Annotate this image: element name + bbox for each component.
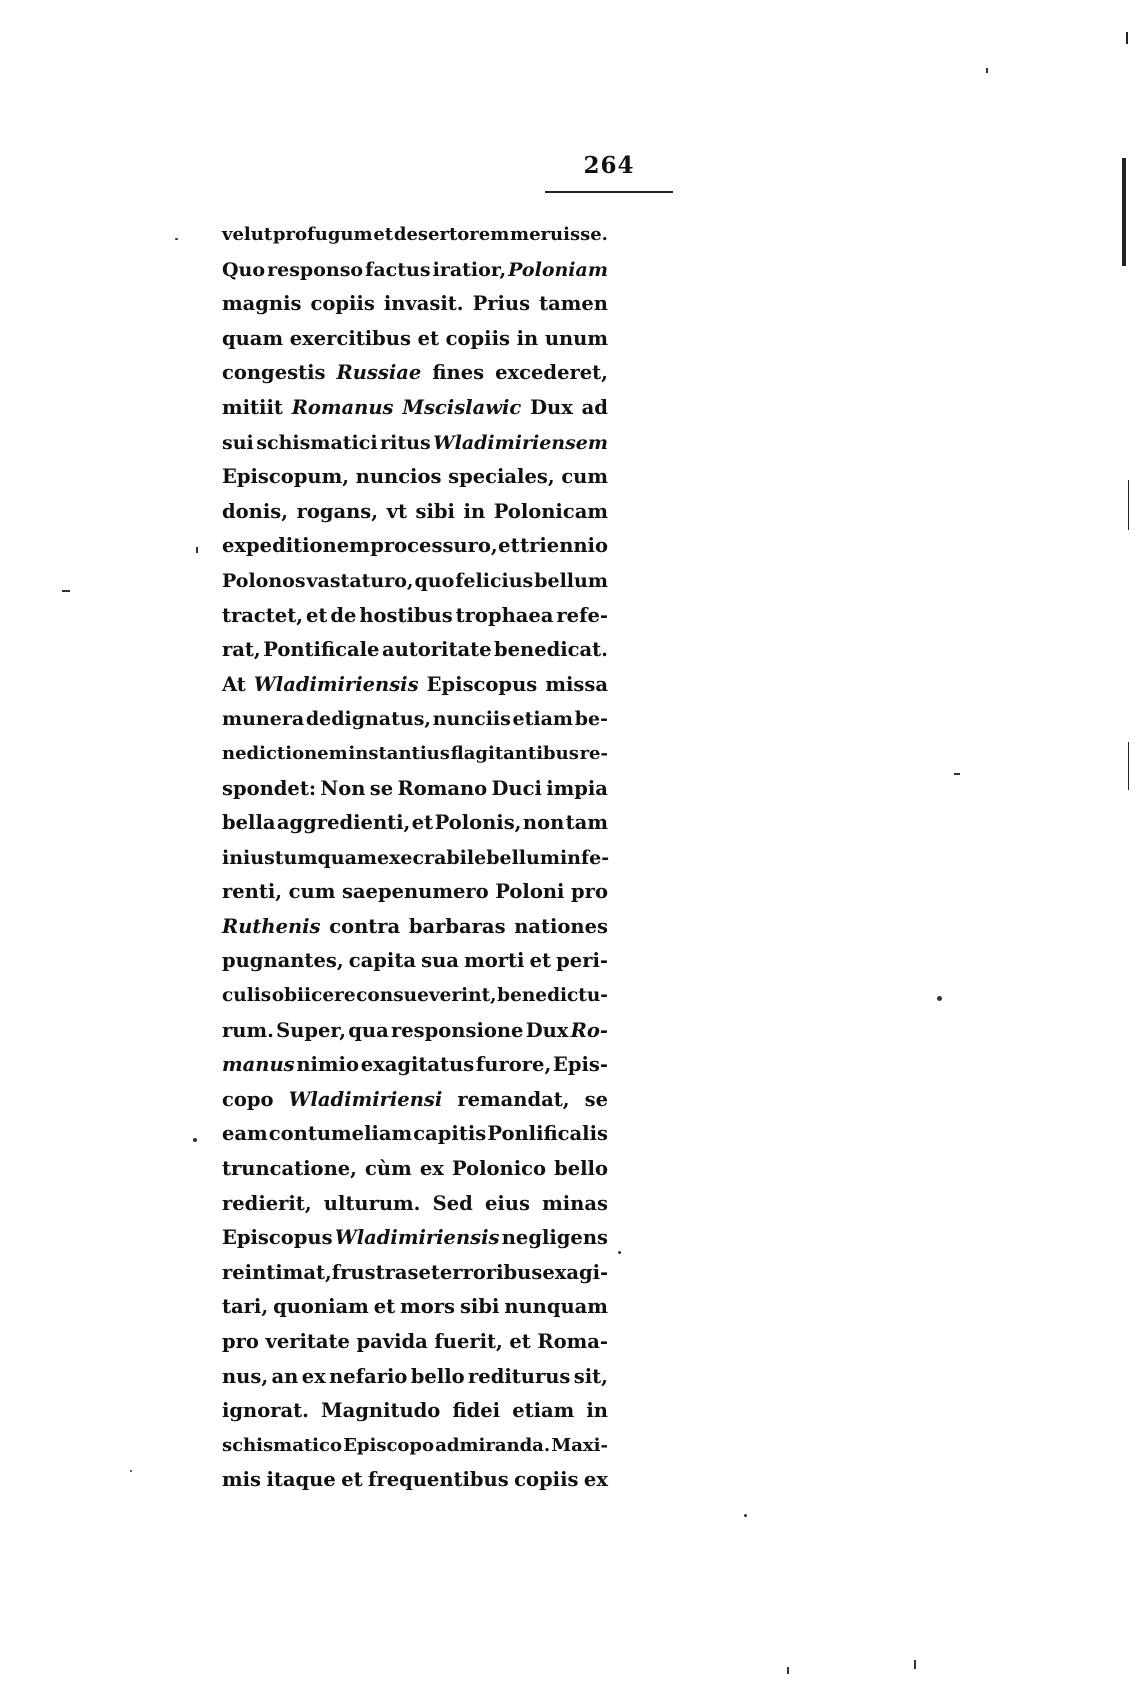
word: Poloni <box>495 880 565 904</box>
word: refe- <box>556 603 608 627</box>
word: congestis <box>222 361 326 385</box>
italic-word: Wladimiriensem <box>433 431 608 454</box>
text-line <box>222 253 608 288</box>
word: bellum <box>534 569 608 592</box>
word: Romano <box>397 776 488 800</box>
word: Duci <box>491 776 542 800</box>
word: Prius <box>472 292 531 316</box>
word: donis, <box>222 499 288 523</box>
word: felicius <box>455 569 534 592</box>
scan-speck <box>986 68 988 73</box>
word: morti <box>464 949 525 973</box>
text-line <box>222 1463 608 1498</box>
text-line <box>222 772 608 807</box>
word: pro <box>222 1330 259 1353</box>
word: tamen <box>539 292 608 316</box>
word: reintimat, <box>222 1260 332 1284</box>
word: vt <box>386 499 407 523</box>
word: iratior, <box>432 258 507 281</box>
word: invasit. <box>383 292 464 316</box>
word: factus <box>365 258 431 281</box>
text-line <box>222 287 608 322</box>
word: et <box>509 1330 531 1353</box>
text-line <box>222 599 608 634</box>
italic-word: Mscislawic <box>402 395 522 419</box>
word: pavida <box>356 1330 428 1353</box>
word: etiam <box>512 1399 575 1423</box>
word: remandat, <box>457 1087 570 1111</box>
word: nimio <box>296 1053 359 1077</box>
word: ignorat. <box>222 1399 309 1423</box>
header-rule <box>545 191 673 193</box>
word: nuncios <box>355 465 442 489</box>
word: quo <box>414 569 455 592</box>
text-line <box>222 1325 608 1360</box>
word: speciales, <box>448 465 555 489</box>
text-line <box>222 1152 608 1187</box>
text-line <box>222 322 608 357</box>
word: veritate <box>265 1330 350 1353</box>
word: in <box>586 1399 608 1423</box>
text-line <box>222 218 608 253</box>
word: nus, <box>222 1364 269 1388</box>
word: frustra <box>331 1260 408 1284</box>
word: se <box>369 776 394 800</box>
text-line <box>222 495 608 530</box>
scan-speck <box>130 1470 132 1472</box>
word: schismatico <box>222 1434 342 1456</box>
word: mis <box>222 1468 262 1492</box>
word: mitiit <box>222 395 283 419</box>
scan-edge-mark <box>1128 742 1129 790</box>
word: in <box>463 499 486 523</box>
word: in <box>516 326 539 350</box>
word: de <box>330 603 357 627</box>
word: nunquam <box>504 1295 608 1319</box>
word: nationes <box>514 914 608 938</box>
word: Super, <box>276 1018 347 1042</box>
word: dedignatus, <box>305 708 432 731</box>
text-line <box>222 1048 608 1083</box>
word: tam <box>565 811 608 835</box>
text-line <box>222 806 608 841</box>
scan-speck <box>196 547 198 553</box>
word: magnis <box>222 292 302 316</box>
word: sibi <box>459 1295 500 1319</box>
word: tari, <box>222 1295 269 1319</box>
scan-speck <box>787 1667 789 1674</box>
word: barbaras <box>408 914 506 938</box>
word: peri- <box>556 949 608 973</box>
body-text <box>222 218 608 1498</box>
word: negligens <box>501 1226 608 1250</box>
text-line <box>222 460 608 495</box>
word: et <box>373 224 394 245</box>
word: Episcopo <box>343 1434 435 1456</box>
italic-word: Poloniam <box>508 258 608 281</box>
word: instantius <box>348 742 450 764</box>
word: sibi <box>415 499 455 523</box>
word: admiranda. <box>435 1434 551 1456</box>
word: Magnitudo <box>321 1399 441 1423</box>
scan-edge-mark <box>1128 480 1129 530</box>
word: benedictu- <box>497 985 608 1007</box>
word: furore, <box>475 1053 552 1077</box>
word: vastaturo, <box>306 569 414 592</box>
italic-word: Romanus <box>291 395 394 419</box>
word: exagitatus <box>360 1053 475 1077</box>
text-line <box>222 1187 608 1222</box>
word: nedictionem <box>222 742 348 764</box>
word: pro <box>571 880 608 904</box>
word: Roma- <box>537 1330 608 1353</box>
word: rogans, <box>296 499 379 523</box>
text-line <box>222 1429 608 1464</box>
word: rediturus <box>468 1364 571 1388</box>
word: sui <box>222 431 254 454</box>
word: meruisse. <box>510 224 608 245</box>
word: Epis- <box>552 1053 608 1077</box>
word: munera <box>222 708 305 731</box>
word: etiam <box>512 708 574 731</box>
word: tractet, <box>222 603 303 627</box>
word: consueverint, <box>356 985 497 1007</box>
word: impia <box>546 776 608 800</box>
word: benedicat. <box>494 638 608 662</box>
word: contra <box>329 914 401 938</box>
word: ad <box>581 395 608 419</box>
word: culis <box>222 985 272 1007</box>
word: Ponlificalis <box>487 1122 608 1146</box>
word: infe- <box>559 846 610 869</box>
word: et <box>373 1295 396 1319</box>
scan-speck <box>937 996 942 1001</box>
word: exercitibus <box>289 326 411 350</box>
word: At <box>222 672 246 696</box>
word: an <box>271 1364 299 1388</box>
italic-word: Wladimiriensis <box>334 1226 500 1250</box>
word: copiis <box>445 326 510 350</box>
word: rum. <box>222 1018 274 1042</box>
word: fidei <box>452 1399 501 1423</box>
text-line <box>222 1083 608 1118</box>
word: autoritate <box>381 638 492 662</box>
word: itaque <box>266 1468 336 1492</box>
text-line <box>222 529 608 564</box>
word: Episcopum, <box>222 465 349 489</box>
text-line <box>222 1394 608 1429</box>
word: mors <box>400 1295 455 1319</box>
word: et <box>341 1468 363 1492</box>
scan-speck <box>62 590 70 592</box>
word: triennio <box>520 534 608 558</box>
word: rat, <box>222 638 261 662</box>
word: missa <box>545 672 608 696</box>
word: copiis <box>514 1468 579 1492</box>
scan-edge-mark <box>1122 158 1126 266</box>
word: ritus <box>380 431 431 454</box>
scan-speck <box>193 1138 197 1142</box>
word: ex <box>301 1364 326 1388</box>
text-line <box>222 910 608 945</box>
word: capitis <box>413 1122 487 1146</box>
word: schismatici <box>256 431 378 454</box>
word: iniustum <box>222 846 318 869</box>
italic-word: Wladimiriensis <box>253 672 419 696</box>
word: Polonico <box>451 1157 546 1181</box>
word: Non <box>320 776 366 800</box>
word: nunciis <box>432 708 511 731</box>
word: cùm <box>365 1157 412 1181</box>
text-line <box>222 564 608 599</box>
word: fines <box>432 361 485 385</box>
word: Dux <box>530 395 573 419</box>
word: qua <box>348 1018 389 1042</box>
word: Polonos <box>222 569 306 592</box>
word: pugnantes, <box>222 949 344 973</box>
text-line <box>222 668 608 703</box>
word: bellum <box>486 846 560 869</box>
italic-word: manus <box>222 1053 295 1077</box>
word: redierit, <box>222 1191 312 1215</box>
word: eius <box>484 1191 530 1215</box>
word: velut <box>222 224 273 245</box>
italic-word: Wladimiriensi <box>288 1087 443 1111</box>
text-line <box>222 1360 608 1395</box>
word: expeditionem <box>222 534 370 558</box>
page-number: 264 <box>583 152 635 179</box>
text-line <box>222 1117 608 1152</box>
word: Dux <box>525 1018 569 1042</box>
scan-speck <box>914 1660 916 1669</box>
word: sua <box>421 949 459 973</box>
word: desertorem <box>393 224 510 245</box>
word: et <box>417 326 439 350</box>
word: truncatione, <box>222 1157 357 1181</box>
scan-speck <box>954 773 960 775</box>
word: capita <box>348 949 416 973</box>
word: Pontificale <box>263 638 380 662</box>
word: et <box>305 603 328 627</box>
word: responso <box>267 258 364 281</box>
word: processuro, <box>370 534 498 558</box>
word: non <box>522 811 565 835</box>
text-line <box>222 633 608 668</box>
text-line <box>222 356 608 391</box>
italic-word: Ro- <box>570 1018 608 1042</box>
word: nefario <box>329 1364 408 1388</box>
text-line <box>222 702 608 737</box>
word: quam <box>222 326 284 350</box>
word: exagi- <box>542 1260 609 1284</box>
word: fuerit, <box>434 1330 503 1353</box>
word: copo <box>222 1087 274 1111</box>
italic-word: Ruthenis <box>222 914 321 938</box>
text-line <box>222 426 608 461</box>
word: re- <box>579 742 608 764</box>
word: minas <box>542 1191 608 1215</box>
word: ex <box>419 1157 444 1181</box>
word: et <box>498 534 520 558</box>
word: ulturum. <box>323 1191 421 1215</box>
scan-edge-mark <box>1126 32 1128 44</box>
text-line <box>222 391 608 426</box>
word: excederet, <box>495 361 608 385</box>
word: cum <box>561 465 608 489</box>
word: renti, <box>222 880 283 904</box>
text-line <box>222 875 608 910</box>
word: trophaea <box>455 603 554 627</box>
word: quam <box>317 846 377 869</box>
word: se <box>584 1087 608 1111</box>
word: saepenumero <box>341 880 489 904</box>
word: Sed <box>432 1191 473 1215</box>
text-line <box>222 944 608 979</box>
word: obiicere <box>271 985 356 1007</box>
word: cum <box>288 880 336 904</box>
text-line <box>222 979 608 1014</box>
word: bella <box>222 811 276 835</box>
word: et <box>529 949 551 973</box>
word: et <box>411 811 434 835</box>
text-line <box>222 1014 608 1049</box>
word: sit, <box>573 1364 608 1388</box>
scan-speck <box>744 1514 747 1517</box>
text-line <box>222 1221 608 1256</box>
word: Episcopus <box>426 672 538 696</box>
word: spondet: <box>222 776 317 800</box>
word: contumeliam <box>268 1122 413 1146</box>
text-line <box>222 1256 608 1291</box>
word: Polonis, <box>434 811 522 835</box>
word: be- <box>574 708 608 731</box>
text-line <box>222 841 608 876</box>
text-line <box>222 737 608 772</box>
word: ex <box>583 1468 608 1492</box>
word: se <box>407 1260 431 1284</box>
scan-speck <box>618 1251 621 1254</box>
italic-word: Russiae <box>336 361 422 385</box>
word: bello <box>554 1157 608 1181</box>
word: execrabile <box>376 846 487 869</box>
word: Maxi- <box>551 1434 608 1456</box>
word: quoniam <box>273 1295 369 1319</box>
word: responsione <box>390 1018 524 1042</box>
word: hostibus <box>359 603 453 627</box>
word: aggredienti, <box>276 811 411 835</box>
word: profugum <box>272 224 373 245</box>
word: Polonicam <box>493 499 608 523</box>
word: Quo <box>222 258 266 281</box>
word: Episcopus <box>222 1226 333 1250</box>
word: unum <box>544 326 608 350</box>
scan-speck <box>175 238 178 240</box>
word: terroribus <box>430 1260 543 1284</box>
word: frequentibus <box>368 1468 509 1492</box>
word: flagitantibus <box>450 742 579 764</box>
word: eam <box>222 1122 268 1146</box>
word: copiis <box>310 292 375 316</box>
text-line <box>222 1290 608 1325</box>
word: bello <box>410 1364 465 1388</box>
